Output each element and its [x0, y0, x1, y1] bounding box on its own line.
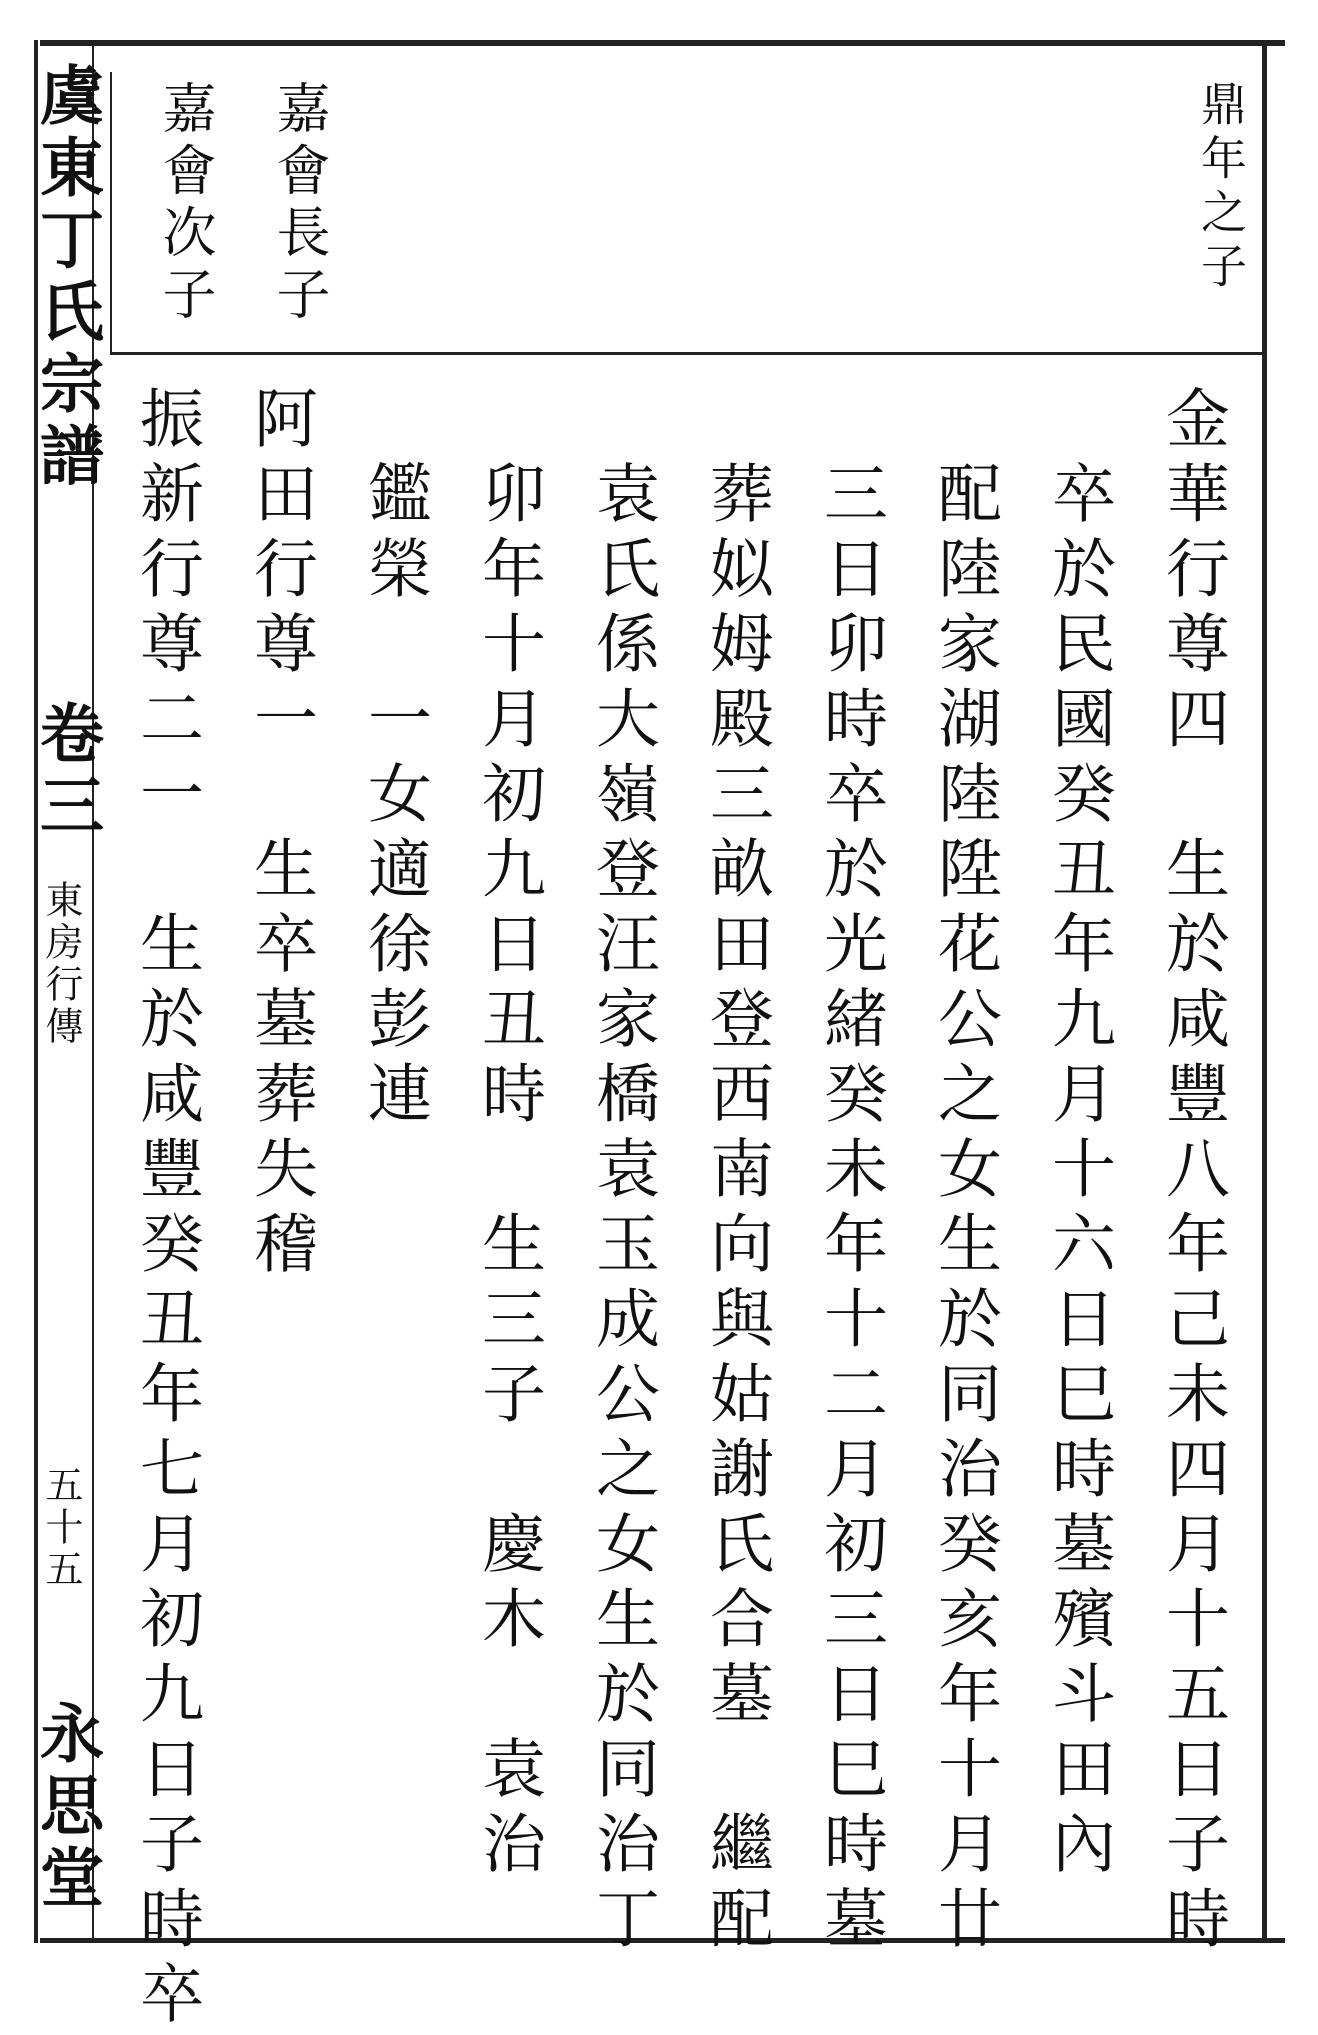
right-border — [1262, 40, 1267, 1943]
parent-label-left-a: 嘉會長子 — [268, 80, 331, 328]
entry-line: 卒於民國癸丑年九月十六日巳時墓殯斗田內 — [1041, 460, 1115, 1885]
margin-hall: 永思堂 — [29, 1700, 104, 1916]
bottom-border — [40, 1938, 1285, 1943]
top-border — [40, 40, 1285, 46]
entry-line: 卯年十月初九日丑時 生三子 慶木 袁治 — [471, 460, 545, 1885]
entry-line: 金華行尊四 生於咸豐八年己未四月十五日子時 — [1155, 385, 1229, 1960]
parent-label-right: 鼎年之子 — [1194, 80, 1248, 296]
entry-line: 三日卯時卒於光緒癸未年十二月初三日巳時墓 — [813, 460, 887, 1960]
entry-line: 袁氏係大嶺登汪家橋袁玉成公之女生於同治丁 — [585, 460, 659, 1960]
entry-line: 鑑榮 一女適徐彭連 — [357, 460, 431, 1135]
entry-line: 葬姒姆殿三畝田登西南向與姑謝氏合墓 繼配 — [699, 460, 773, 1960]
entry-line: 阿田行尊一 生卒墓葬失稽 — [243, 385, 317, 1285]
parent-label-left-b: 嘉會次子 — [154, 80, 217, 328]
margin-title: 虞東丁氏宗譜 — [29, 62, 104, 494]
entry-line: 振新行尊二一 生於咸豐癸丑年七月初九日子時卒 — [129, 385, 203, 2035]
page-number: 五十五 — [39, 1465, 83, 1591]
register-rule — [110, 352, 1262, 355]
header-inner-line — [110, 72, 112, 354]
margin-volume: 卷三 — [29, 700, 104, 844]
margin-section: 東房行傳 — [39, 880, 83, 1048]
entry-line: 配陸家湖陸陞花公之女生於同治癸亥年十月廿 — [927, 460, 1001, 1960]
